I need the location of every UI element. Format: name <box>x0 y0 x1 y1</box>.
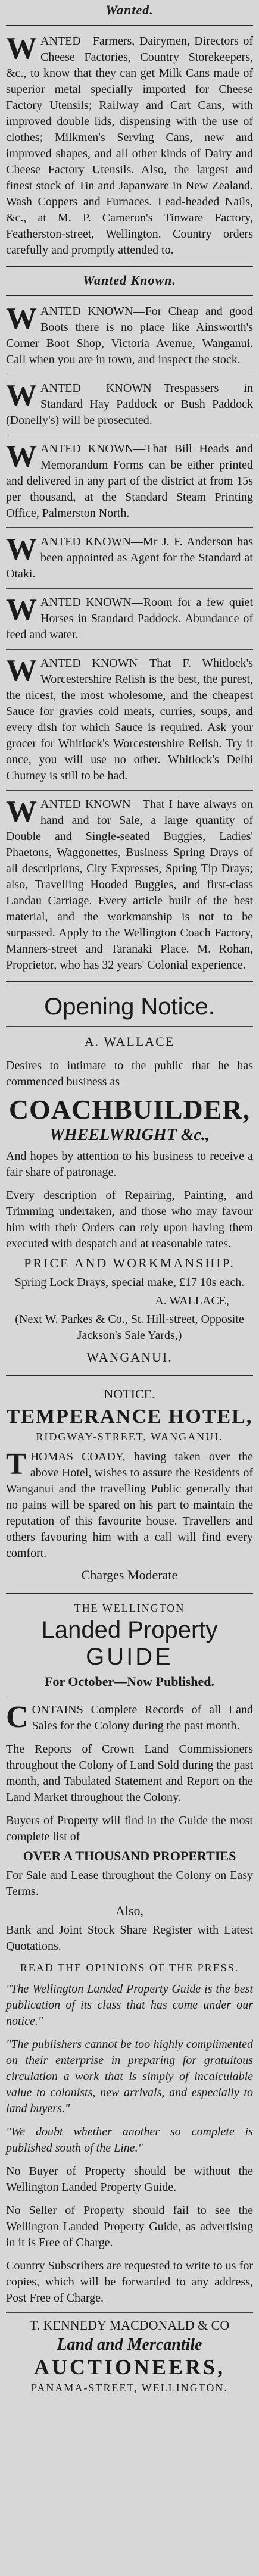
firm-auctioneers: AUCTIONEERS, <box>33 2355 226 2379</box>
drop-cap: W <box>6 32 37 65</box>
divider <box>6 1375 253 1376</box>
guide-quote-3: "We doubt whether another so complete is published south of the Line." <box>6 2125 253 2155</box>
drop-cap: W <box>6 593 37 627</box>
drop-cap: W <box>6 302 37 336</box>
trade-title: COACHBUILDER, <box>8 1094 251 1125</box>
ad-text: ANTED KNOWN—Trespassers in Standard Hay Paddock or Bush Paddock (Donelly's) will be prosecuted. <box>6 382 253 427</box>
guide-buyers: Buyers of Property will find in the Guide the most complete list of <box>6 1814 253 1843</box>
drop-cap: W <box>6 379 37 413</box>
drop-cap: C <box>6 1700 29 1734</box>
guide-title-1: Landed Property <box>41 1617 218 1643</box>
guide-contains <box>6 1698 253 1738</box>
hotel-text: HOMAS COADY, having taken over the above Hotel, wishes to assure the Residents of Wanganui and the travelling Public generally that no pains will be spared on his part to maintain the reputation of this favourite house. Travellers and others favouring him with a call will find every comfort. <box>6 1450 253 1560</box>
divider <box>6 588 253 589</box>
ad-dairy <box>6 30 253 262</box>
guide-text: ONTAINS Complete Records of all Land Sales for the Colony during the past month. <box>32 1703 253 1732</box>
opening-body: And hopes by attention to his business to receive a fair share of patronage. <box>6 1150 253 1179</box>
firm-line-2: Land and Mercantile <box>57 2335 202 2354</box>
guide-buyer-note: No Buyer of Property should be without the Wellington Landed Property Guide. <box>6 2165 253 2194</box>
divider <box>6 1026 253 1027</box>
ad-text: ANTED KNOWN—For Cheap and good Boots there is no place like Ainsworth's Corner Boot Shop, Victoria Avenue, Wanganui. Call when you are in town, and inspect the stock. <box>6 305 253 366</box>
guide-also: Also, <box>115 1903 144 1918</box>
opening-notice-title: Opening Notice. <box>44 994 215 1020</box>
wanted-known-heading: Wanted Known. <box>83 273 176 288</box>
notice-title: NOTICE. <box>104 1387 155 1401</box>
guide-quote-2: "The publishers cannot be too highly complimented on their enterprise in preparing for gratuitous circulation a work that is simply of incalculable value to colonists, new arrivals, and especially to land buyers." <box>6 2038 253 2115</box>
signature-name: A. WALLACE, <box>155 1294 229 1307</box>
ad-text: ANTED KNOWN—That Bill Heads and Memorandum Forms can be either printed and delivered in any part of the district at from 15s per thousand, at the Standard Steam Printing Office, Palmerston North. <box>6 442 253 520</box>
opening-town: WANGANUI. <box>86 1350 173 1365</box>
guide-published: For October—Now Published. <box>45 1674 214 1689</box>
ad-trespassers <box>6 377 253 432</box>
divider <box>6 790 253 791</box>
price-line: PRICE AND WORKMANSHIP. <box>24 1256 235 1270</box>
ad-text: ANTED KNOWN—Mr J. F. Anderson has been appointed as Agent for the Standard at Otaki. <box>6 535 253 580</box>
guide-country-note: Country Subscribers are requested to write to us for copies, which will be forwarded to any address, Post Free of Charge. <box>6 2259 253 2305</box>
ad-text: ANTED KNOWN—Room for a few quiet Horses in Standard Paddock. Abundance of feed and water. <box>6 596 253 641</box>
opening-address: (Next W. Parkes & Co., St. Hill-street, Opposite Jackson's Sale Yards,) <box>15 1313 244 1342</box>
hotel-body <box>6 1445 253 1565</box>
guide-press-heading: READ THE OPINIONS OF THE PRESS. <box>20 1962 239 1974</box>
divider <box>6 1593 253 1594</box>
guide-sale: For Sale and Lease throughout the Colony on Easy Terms. <box>6 1869 253 1898</box>
divider <box>6 527 253 528</box>
divider <box>6 981 253 982</box>
charges-line: Charges Moderate <box>81 1568 178 1582</box>
guide-title-2: GUIDE <box>86 1644 173 1670</box>
guide-quote-1: "The Wellington Landed Property Guide is the best publication of its class that has come under our notice." <box>6 1982 253 2028</box>
ad-relish <box>6 652 253 788</box>
ad-text: ANTED KNOWN—That I have always on hand and for Sale, a large quantity of Double and Single-seated Buggies, Ladies' Phaetons, Waggonettes, Business Spring Drays of all descriptions, City Expresses, Spring Tip Drays; also, Travelling Hooded Buggies, and first-class Landau Carriage. Every article built of the best material, and the workmanship is not to be surpassed. Apply to the Wellington Coach Factory, Manners-street and Taranaki Place. M. Rohan, Proprietor, who has 32 years' Colonial experience. <box>6 798 253 972</box>
ad-boots <box>6 300 253 371</box>
ad-agent <box>6 530 253 586</box>
divider <box>6 266 253 267</box>
firm-name: T. KENNEDY MACDONALD & CO <box>29 2318 230 2333</box>
guide-bank: Bank and Joint Stock Share Register with Latest Quotations. <box>6 1924 253 1953</box>
proprietor-name: A. WALLACE <box>84 1034 175 1049</box>
ad-coach-factory <box>6 793 253 977</box>
special-offer: Spring Lock Drays, special make, £17 10s each. <box>14 1276 245 1289</box>
wanted-heading: Wanted. <box>105 2 154 17</box>
drop-cap: W <box>6 654 37 688</box>
ad-text: ANTED—Farmers, Dairymen, Directors of Cheese Factories, Country Storekeepers, &c., to know that they can get Milk Cans made of superior metal specially imported for Cheese Factory Utensils; Railway and Cart Cans, with improved double lids, dispensing with the use of clothes; Milkmen's Serving Cans, new and improved shapes, and all other kinds of Dairy and Cheese Factory Utensils. Also, the largest and finest stock of Tin and Japanware in New Zealand. Wash Coppers and Furnaces. Lead-headed Nails, &c., at M. P. Cameron's Tinware Factory, Featherston-street, Wellington. Country orders carefully and promptly attended to. <box>6 35 253 257</box>
divider <box>6 295 253 296</box>
guide-the: THE WELLINGTON <box>74 1602 185 1614</box>
hotel-name: TEMPERANCE HOTEL, <box>6 1406 253 1428</box>
divider <box>6 25 253 26</box>
trade-subtitle: WHEELWRIGHT &c., <box>49 1126 210 1144</box>
guide-properties: OVER A THOUSAND PROPERTIES <box>23 1849 236 1863</box>
drop-cap: W <box>6 532 37 566</box>
hotel-street: RIDGWAY-STREET, WANGANUI. <box>36 1431 223 1442</box>
guide-seller-note: No Seller of Property should fail to see the Wellington Landed Property Guide, as advertising in it is Free of Charge. <box>6 2204 253 2249</box>
ad-printing <box>6 438 253 525</box>
opening-body-2: Every description of Repairing, Painting, and Trimming undertaken, and those who may favour him with their Orders can rely upon having them executed with despatch and at reasonable rates. <box>6 1189 253 1250</box>
drop-cap: W <box>6 439 37 473</box>
divider <box>6 649 253 650</box>
guide-reports: The Reports of Crown Land Commissioners throughout the Colony of Land Sold during the past month, and Tabulated Statement and Report on the Land Market throughout the Colony. <box>6 1743 253 1804</box>
opening-intro: Desires to intimate to the public that he has commenced business as <box>6 1059 253 1088</box>
divider <box>6 2312 253 2313</box>
ad-horses <box>6 591 253 647</box>
firm-address: PANAMA-STREET, WELLINGTON. <box>31 2382 228 2394</box>
ad-text: ANTED KNOWN—That F. Whitlock's Worcestershire Relish is the best, the purest, the nicest, the most wholesome, and the cheapest Sauce for gravies cold meats, curries, soups, and every dish for which Sauce is required. Ask your grocer for Whitlock's Worcestershire Relish. Try it once, you will use no other. Whitlock's Delhi Chutney is still to be had. <box>6 657 253 782</box>
drop-cap: W <box>6 795 37 829</box>
drop-cap: T <box>6 1447 27 1481</box>
